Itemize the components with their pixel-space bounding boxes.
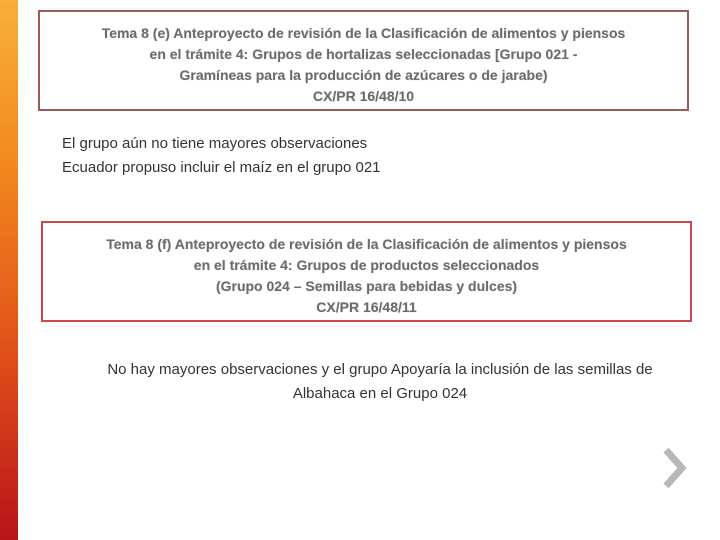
note-line: Ecuador propuso incluir el maíz en el grupo 021 [62, 159, 381, 176]
note-line: No hay mayores observaciones y el grupo Apoyaría la inclusión de las semillas de [107, 361, 653, 378]
heading-box-topic-f [41, 221, 692, 322]
note-line: El grupo aún no tiene mayores observaciones [62, 135, 368, 152]
accent-bar [0, 0, 18, 540]
heading-line: (Grupo 024 – Semillas para bebidas y dulces) [215, 278, 518, 294]
heading-line: Tema 8 (f) Anteproyecto de revisión de la Clasificación de alimentos y piensos [106, 236, 627, 252]
note-line: Albahaca en el Grupo 024 [292, 385, 468, 402]
heading-line: en el trámite 4: Grupos de hortalizas seleccionadas [Grupo 021 - [149, 46, 578, 62]
heading-box-topic-e [38, 10, 689, 111]
notes-topic-e [62, 132, 381, 180]
heading-line: Gramíneas para la producción de azúcares o de jarabe) [179, 67, 548, 83]
heading-line: CX/PR 16/48/11 [316, 299, 417, 315]
heading-line: Tema 8 (e) Anteproyecto de revisión de la Clasificación de alimentos y piensos [101, 25, 626, 41]
heading-line: en el trámite 4: Grupos de productos seleccionados [193, 257, 540, 273]
chevron-right-icon[interactable] [662, 446, 690, 490]
heading-line: CX/PR 16/48/10 [312, 88, 415, 104]
notes-topic-f [80, 358, 680, 406]
